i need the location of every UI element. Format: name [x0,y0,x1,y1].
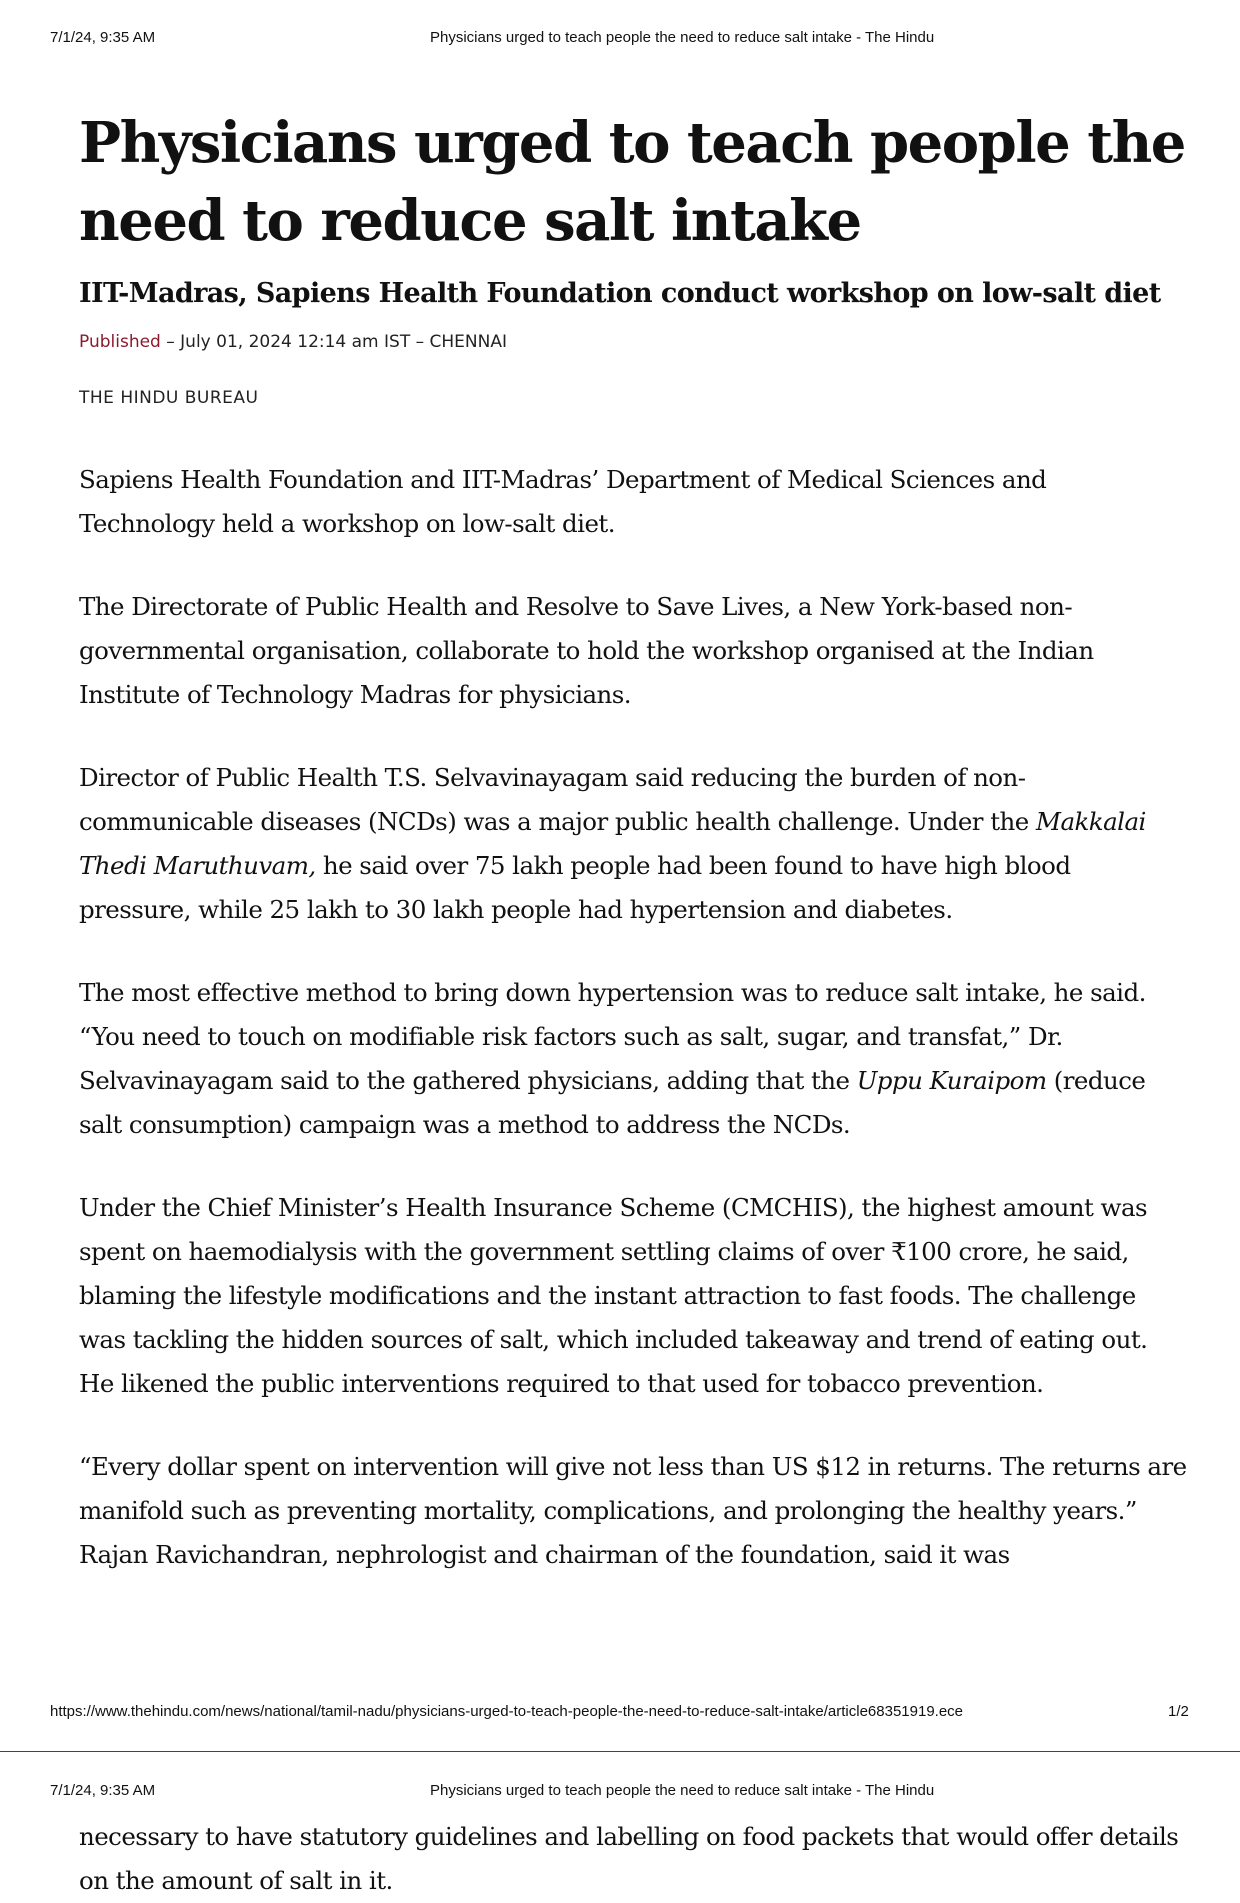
paragraph-4-text-a: The most effective method to bring down hypertension was to reduce salt intake, he said. “You need to touch on modifiable risk factors such as salt, sugar, and transfat,” Dr. Selvavinayagam said to the gathered physicians, adding that the [79,978,1146,1095]
article-body [79,458,1189,1577]
published-label: Published [79,332,161,352]
paragraph-3 [79,756,1189,932]
paragraph-3-text-b: he said over 75 lakh people had been found to have high blood pressure, while 25 lakh to 30 lakh people had hypertension and diabetes. [79,851,1071,924]
paragraph-5: Under the Chief Minister’s Health Insurance Scheme (CMCHIS), the highest amount was spent on haemodialysis with the government settling claims of over ₹100 crore, he said, blaming the lifestyle modifications and the instant attraction to fast foods. The challenge was tackling the hidden sources of salt, which included takeaway and trend of eating out. He likened the public interventions required to that used for tobacco prevention. [79,1193,1148,1398]
paragraph-4-text-b: (reduce salt consumption) campaign was a method to address the NCDs. [79,1066,1146,1139]
print-header-datetime: 7/1/24, 9:35 AM [50,29,156,46]
article [79,104,1189,1616]
print-header-datetime-page-2: 7/1/24, 9:35 AM [50,1782,156,1799]
paragraph-2: The Directorate of Public Health and Resolve to Save Lives, a New York-based non-governmental organisation, collaborate to hold the workshop organised at the Indian Institute of Technology Madras for physicians. [79,592,1094,709]
page-separator [0,1751,1240,1752]
print-header-title: Physicians urged to teach people the need to reduce salt intake - The Hindu [430,29,935,46]
print-header-title-page-2: Physicians urged to teach people the need to reduce salt intake - The Hindu [430,1782,935,1799]
paragraph-7: necessary to have statutory guidelines and labelling on food packets that would offer details on the amount of salt in it. [79,1822,1179,1895]
print-footer-page-number: 1/2 [1168,1703,1189,1720]
article-headline: Physicians urged to teach people the need to reduce salt intake [79,110,1185,254]
published-detail: – July 01, 2024 12:14 am IST – CHENNAI [160,332,507,352]
paragraph-1: Sapiens Health Foundation and IIT-Madras’ Department of Medical Sciences and Technology held a workshop on low-salt diet. [79,465,1047,538]
paragraph-3-emphasis: Makkalai Thedi Maruthuvam, [79,807,1146,880]
paragraph-4 [79,971,1189,1147]
published-meta [79,332,1189,352]
byline[interactable]: THE HINDU BUREAU [79,388,259,408]
paragraph-6: “Every dollar spent on intervention will give not less than US $12 in returns. The returns are manifold such as preventing mortality, complications, and prolonging the healthy years.” Rajan Ravichandran, nephrologist and chairman of the foundation, said it was [79,1452,1187,1569]
article-body-continued [79,1815,1189,1903]
print-footer-url: https://www.thehindu.com/news/national/tamil-nadu/physicians-urged-to-teach-people-the-need-to-reduce-salt-intake/article68351919.ece [50,1703,964,1720]
article-subheadline: IIT-Madras, Sapiens Health Foundation conduct workshop on low-salt diet [79,278,1161,309]
paragraph-4-emphasis: Uppu Kuraipom [856,1066,1047,1095]
paragraph-3-text-a: Director of Public Health T.S. Selvavinayagam said reducing the burden of non-communicable diseases (NCDs) was a major public health challenge. Under the [79,763,1036,836]
